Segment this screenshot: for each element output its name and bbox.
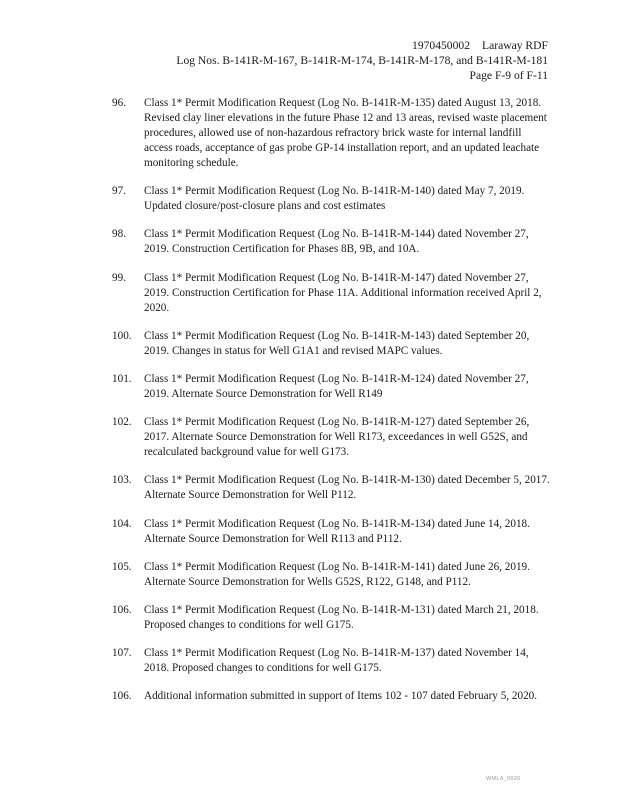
item-text: Class 1* Permit Modification Request (Log No. B-141R-M-130) dated December 5, 2017. Alternate Source Demonstration for Well P112. bbox=[144, 474, 550, 502]
item-text: Class 1* Permit Modification Request (Log No. B-141R-M-134) dated June 14, 2018. Alternate Source Demonstration for Well R113 and P112. bbox=[144, 517, 530, 545]
item-number: 98. bbox=[112, 228, 126, 241]
item-number: 100. bbox=[112, 329, 132, 342]
item-text: Class 1* Permit Modification Request (Log No. B-141R-M-141) dated June 26, 2019. Alternate Source Demonstration for Wells G52S, R122, G148, and P112. bbox=[144, 560, 530, 588]
item-text: Class 1* Permit Modification Request (Log No. B-141R-M-147) dated November 27, 2019. Construction Certification for Phase 11A. Additional information received April 2, 2020. bbox=[144, 271, 542, 314]
item-number: 105. bbox=[112, 560, 132, 573]
facility-name: Laraway RDF bbox=[481, 39, 548, 52]
header-line-1 bbox=[176, 38, 548, 53]
item-text: Class 1* Permit Modification Request (Log No. B-141R-M-131) dated March 21, 2018. Proposed changes to conditions for well G175. bbox=[144, 603, 539, 631]
item-text: Class 1* Permit Modification Request (Log No. B-141R-M-127) dated September 26, 2017. Alternate Source Demonstration for Well R173, exceedances in well G52S, and recalculated background value for well G173. bbox=[144, 416, 530, 459]
item-number: 101. bbox=[112, 372, 132, 385]
item-number: 102. bbox=[112, 416, 132, 429]
modification-list bbox=[112, 96, 552, 717]
log-numbers: Log Nos. B-141R-M-167, B-141R-M-174, B-141R-M-178, and B-141R-M-181 bbox=[176, 54, 548, 67]
doc-number: 1970450002 bbox=[412, 39, 470, 52]
list-item bbox=[112, 184, 552, 214]
page-number: Page F-9 of F-11 bbox=[469, 69, 548, 82]
item-text: Additional information submitted in support of Items 102 - 107 dated February 5, 2020. bbox=[144, 690, 538, 703]
item-text: Class 1* Permit Modification Request (Log No. B-141R-M-124) dated November 27, 2019. Alternate Source Demonstration for Well R149 bbox=[144, 372, 529, 400]
item-number: 107. bbox=[112, 647, 132, 660]
item-number: 106. bbox=[112, 603, 132, 616]
list-item bbox=[112, 603, 552, 633]
list-item bbox=[112, 689, 552, 704]
item-text: Class 1* Permit Modification Request (Log No. B-141R-M-135) dated August 13, 2018. Revised clay liner elevations in the future Phase 12 and 13 areas, revised waste placement procedures, allowed use of non-hazardous refractory brick waste for internal landfill access roads, acceptance of gas probe GP-14 installation report, and an updated leachate monitoring schedule. bbox=[144, 97, 547, 169]
item-text: Class 1* Permit Modification Request (Log No. B-141R-M-137) dated November 14, 2018. Proposed changes to conditions for well G175. bbox=[144, 647, 529, 675]
item-number: 96. bbox=[112, 97, 126, 109]
item-number: 104. bbox=[112, 517, 132, 530]
list-item bbox=[112, 560, 552, 590]
list-item bbox=[112, 473, 552, 503]
page-header bbox=[176, 38, 548, 83]
list-item bbox=[112, 646, 552, 676]
list-item bbox=[112, 96, 552, 171]
list-item bbox=[112, 329, 552, 359]
item-number: 103. bbox=[112, 474, 132, 487]
item-number: 106. bbox=[112, 690, 132, 703]
item-text: Class 1* Permit Modification Request (Log No. B-141R-M-140) dated May 7, 2019. Updated closure/post-closure plans and cost estimates bbox=[144, 185, 525, 213]
list-item bbox=[112, 415, 552, 460]
list-item bbox=[112, 517, 552, 547]
item-text: Class 1* Permit Modification Request (Log No. B-141R-M-143) dated September 20, 2019. Changes in status for Well G1A1 and revised MAPC values. bbox=[144, 329, 530, 357]
list-item bbox=[112, 372, 552, 402]
item-text: Class 1* Permit Modification Request (Log No. B-141R-M-144) dated November 27, 2019. Construction Certification for Phases 8B, 9B, and 10A. bbox=[144, 228, 529, 256]
item-number: 99. bbox=[112, 271, 126, 284]
bates-stamp: WMLA_0026 bbox=[486, 776, 521, 782]
list-item bbox=[112, 227, 552, 257]
list-item bbox=[112, 271, 552, 316]
item-number: 97. bbox=[112, 185, 126, 198]
